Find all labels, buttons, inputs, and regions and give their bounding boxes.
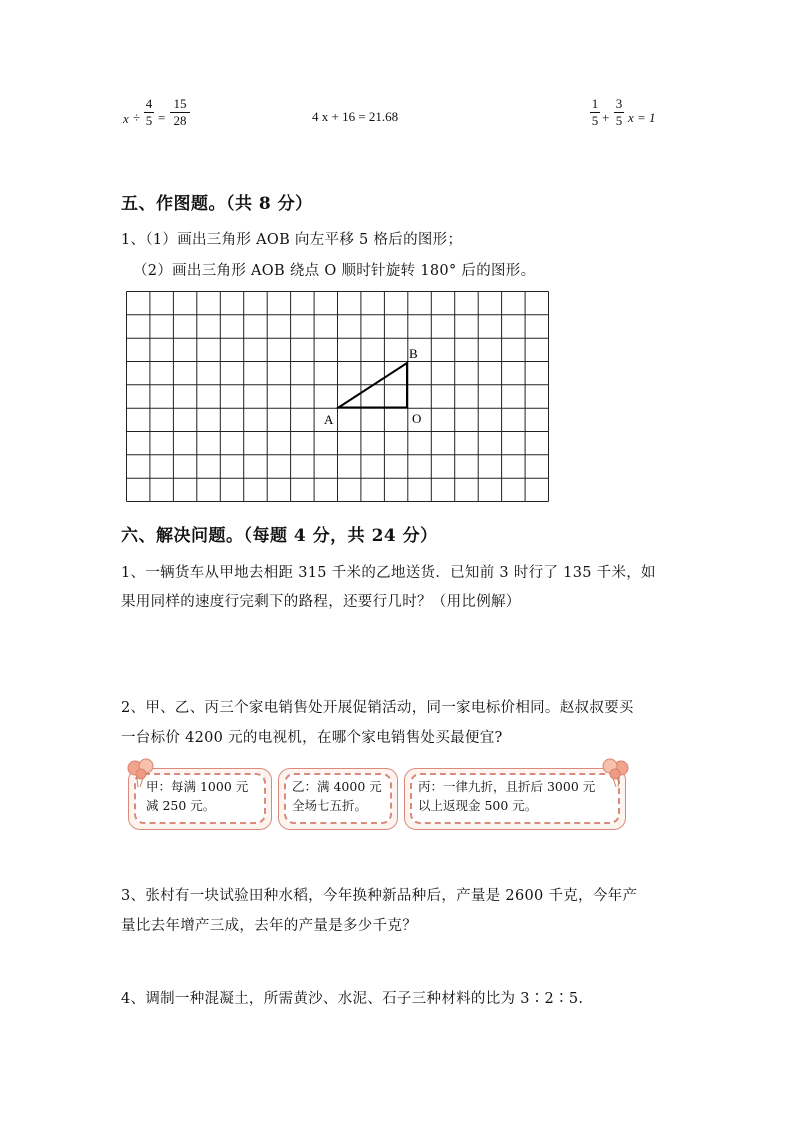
section-5-heading: 五、作图题。（共 8 分） (121, 194, 313, 214)
eq3-fraction-2 (614, 97, 624, 128)
eq3-tail: x = 1 (628, 110, 656, 125)
problem-3-line-2: 量比去年增产三成，去年的产量是多少千克？ (121, 918, 417, 934)
eq1-equals: = (158, 110, 166, 125)
point-o-label: O (412, 411, 422, 426)
promo-bing-line-2: 以上返现金 500 元。 (418, 798, 538, 813)
promo-yi-line-2: 全场七五折。 (292, 798, 368, 813)
problem-1-line-1: 1、一辆货车从甲地去相距 315 千米的乙地送货．已知前 3 时行了 135 千米，如 (121, 565, 656, 581)
problem-3-line-1: 3、张村有一块试验田种水稻，今年换种新品种后，产量是 2600 千克，今年产 (121, 888, 638, 904)
point-b-label: B (409, 346, 418, 361)
section-5-question-2: （2）画出三角形 AOB 绕点 O 顺时针旋转 180° 后的图形。 (133, 263, 536, 279)
eq1-var: x (123, 111, 129, 126)
eq3-fraction-1 (590, 97, 600, 128)
eq3-den1: 5 (591, 113, 599, 128)
problem-2-line-2: 一台标价 4200 元的电视机，在哪个家电销售处买最便宜? (121, 730, 503, 746)
promo-jia-line-2: 减 250 元。 (146, 798, 216, 813)
eq1-den2: 28 (173, 113, 187, 128)
eq3-den2: 5 (615, 113, 623, 128)
balloon-icon (596, 757, 632, 791)
eq1-fraction-1 (144, 97, 154, 128)
promo-jia-line-1: 甲：每满 1000 元 (146, 779, 249, 794)
promo-bing-line-1: 丙：一律九折，且折后 3000 元 (418, 779, 596, 794)
section-6-heading: 六、解决问题。（每题 4 分，共 24 分） (121, 526, 438, 546)
eq1-fraction-2 (170, 97, 190, 128)
drawing-grid (124, 289, 550, 503)
point-a-label: A (324, 412, 334, 427)
eq1-den1: 5 (145, 113, 153, 128)
equation-2: 4 x + 16 = 21.68 (312, 109, 399, 124)
problem-1-line-2: 果用同样的速度行完剩下的路程，还要行几时？（用比例解） (121, 594, 521, 610)
eq1-num2: 15 (173, 96, 187, 111)
eq3-num2: 3 (615, 96, 623, 111)
eq3-num1: 1 (591, 96, 599, 111)
balloon-icon (124, 757, 160, 791)
eq1-num1: 4 (145, 96, 153, 111)
promo-yi-line-1: 乙：满 4000 元 (292, 779, 382, 794)
eq3-plus: + (602, 110, 610, 125)
section-5-question-1: 1、（1）画出三角形 AOB 向左平移 5 格后的图形； (121, 232, 463, 248)
eq1-op: ÷ (133, 110, 141, 125)
problem-2-line-1: 2、甲、乙、丙三个家电销售处开展促销活动，同一家电标价相同。赵叔叔要买 (121, 700, 634, 716)
problem-4-line-1: 4、调制一种混凝土，所需黄沙、水泥、石子三种材料的比为 3∶2∶5. (121, 991, 584, 1007)
